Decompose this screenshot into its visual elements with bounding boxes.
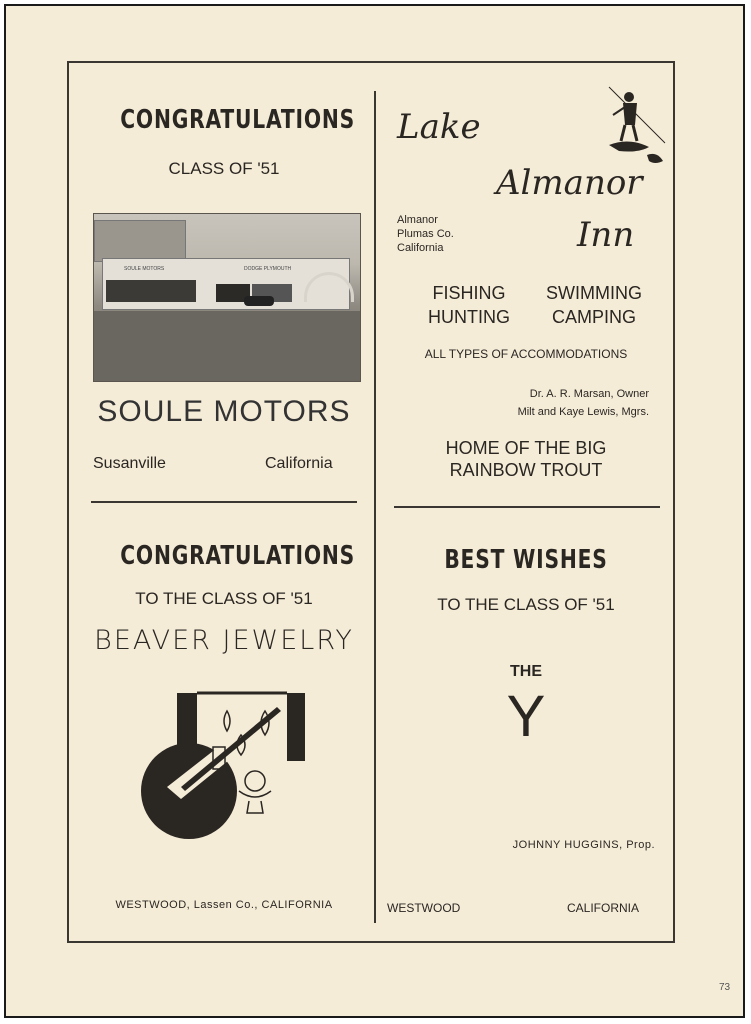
soule-name: SOULE MOTORS [97, 395, 351, 428]
ythe-the: THE [510, 663, 542, 680]
photo-car [244, 296, 274, 306]
soule-class: CLASS OF '51 [168, 159, 280, 178]
photo-sign-left: SOULE MOTORS [124, 266, 165, 272]
beaver-class: TO THE CLASS OF '51 [135, 589, 313, 608]
almanor-trout-line2: RAINBOW TROUT [449, 460, 603, 480]
activity-camping: CAMPING [551, 307, 636, 327]
ythe-heading: BEST WISHES [444, 545, 608, 575]
almanor-trout [391, 437, 661, 481]
almanor-title-inn: Inn [577, 215, 635, 255]
photo-windows [106, 280, 196, 302]
ythe-y: Y [506, 684, 546, 749]
photo-building-back [94, 220, 186, 262]
almanor-activities-left [409, 281, 529, 329]
almanor-owner: Dr. A. R. Marsan, Owner [529, 388, 649, 400]
almanor-accommodations: ALL TYPES OF ACCOMMODATIONS [424, 347, 628, 361]
photo-road [94, 311, 360, 381]
ythe-state: CALIFORNIA [567, 901, 640, 915]
almanor-address-line2: Plumas Co. [397, 228, 454, 240]
almanor-owners [399, 385, 649, 421]
almanor-address-line1: Almanor [397, 214, 438, 226]
almanor-managers: Milt and Kaye Lewis, Mgrs. [517, 406, 649, 418]
beaver-name: BEAVER JEWELRY [94, 625, 354, 656]
activity-hunting: HUNTING [428, 307, 510, 327]
jewelry-emblem-icon [137, 691, 307, 841]
soule-motors-photo [93, 213, 361, 382]
ythe-city: WESTWOOD [387, 901, 461, 915]
soule-city: Susanville [93, 455, 166, 472]
almanor-address-line3: California [397, 242, 444, 254]
yearbook-page [4, 4, 745, 1018]
almanor-trout-line1: HOME OF THE BIG [445, 438, 607, 458]
beaver-heading: CONGRATULATIONS [120, 541, 355, 571]
soule-heading: CONGRATULATIONS [120, 105, 355, 135]
ythe-class: TO THE CLASS OF '51 [437, 595, 615, 614]
beaver-address: WESTWOOD, Lassen Co., CALIFORNIA [115, 899, 333, 911]
fisherman-icon [599, 85, 669, 181]
almanor-address [397, 213, 454, 255]
almanor-title-almanor: Almanor [496, 163, 643, 203]
left-horizontal-divider [91, 501, 357, 503]
vertical-divider [374, 91, 376, 923]
almanor-activities-right [529, 281, 659, 329]
activity-swimming: SWIMMING [546, 283, 642, 303]
activity-fishing: FISHING [432, 283, 506, 303]
page-number: 73 [719, 982, 731, 993]
photo-sign-right: DODGE PLYMOUTH [244, 266, 292, 272]
almanor-title-lake: Lake [397, 107, 481, 147]
ythe-prop: JOHNNY HUGGINS, Prop. [512, 839, 655, 851]
soule-state: California [265, 455, 333, 472]
ad-frame [67, 61, 675, 943]
right-horizontal-divider [394, 506, 660, 508]
